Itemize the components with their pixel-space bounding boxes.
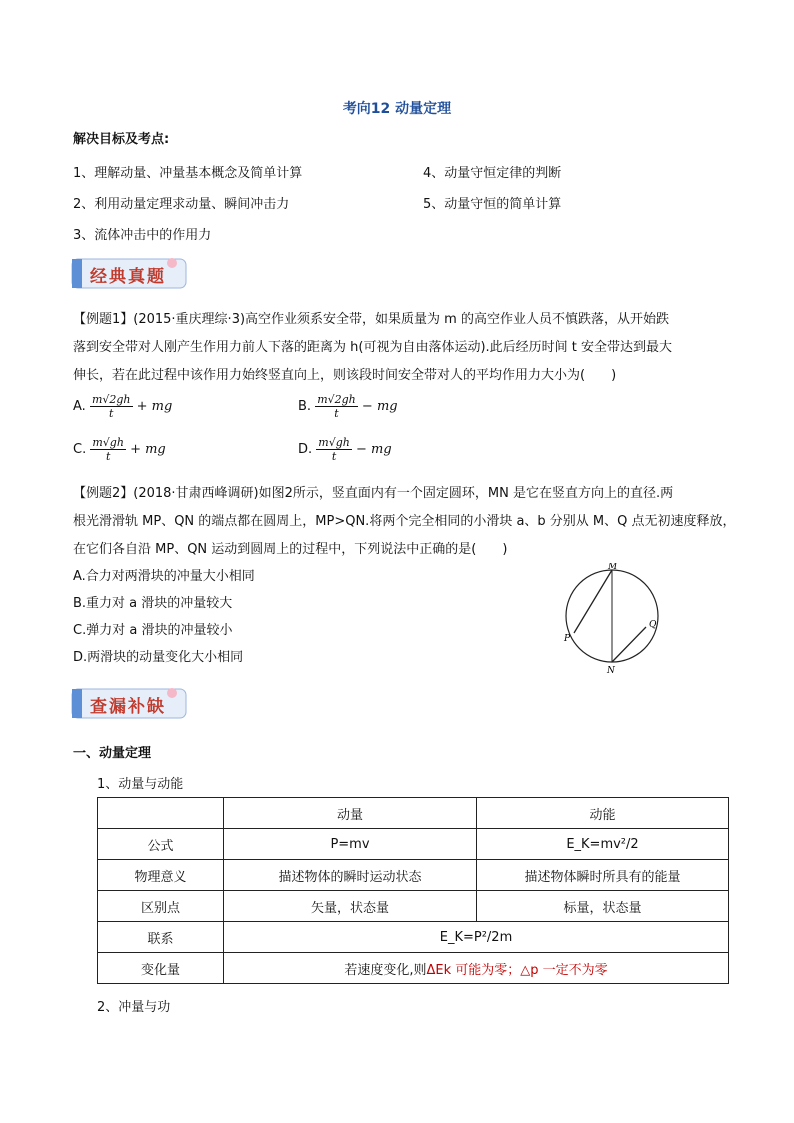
table-cell xyxy=(224,953,729,984)
example2-line2: 根光滑滑轨 MP、QN 的端点都在圆周上，MP>QN.将两个完全相同的小滑块 a、b 分别从 M、Q 点无初速度释放， xyxy=(73,514,736,529)
table-cell: P=mv xyxy=(224,829,477,860)
table-cell: E_K=P²/2m xyxy=(224,922,729,953)
example2-option-a: A.合力对两滑块的冲量大小相同 xyxy=(73,569,255,584)
example1-text xyxy=(73,306,672,390)
example1-line1: 【例题1】(2015·重庆理综·3)高空作业须系安全带，如果质量为 m 的高空作业人员不慎跌落，从开始跌 xyxy=(73,312,669,327)
numerator: m√2gh xyxy=(91,393,131,406)
label-m: M xyxy=(608,563,618,572)
row-label: 物理意义 xyxy=(98,860,224,891)
example2-line1: 【例题2】(2018·甘肃西峰调研)如图2所示，竖直面内有一个固定圆环，MN 是它在竖直方向上的直径.两 xyxy=(73,486,674,501)
momentum-energy-table xyxy=(97,797,729,984)
banner-classic-questions xyxy=(70,256,190,294)
table-row xyxy=(98,829,729,860)
denominator: t xyxy=(334,407,339,420)
row-label: 联系 xyxy=(98,922,224,953)
change-text: 若速度变化,则 xyxy=(344,962,427,978)
page-title: 考向12 动量定理 xyxy=(342,101,452,117)
option-label: B. xyxy=(298,399,312,414)
goal-2: 2、利用动量定理求动量、瞬间冲击力 xyxy=(73,197,290,212)
table-header: 动能 xyxy=(477,798,729,829)
goal-3: 3、流体冲击中的作用力 xyxy=(73,228,212,243)
label-n: N xyxy=(607,666,615,673)
row-label: 区别点 xyxy=(98,891,224,922)
example2-option-d: D.两滑块的动量变化大小相同 xyxy=(73,650,244,665)
example1-option-c xyxy=(73,436,166,463)
fraction xyxy=(90,393,133,420)
fraction xyxy=(90,436,126,463)
example1-option-a xyxy=(73,393,172,420)
table-cell: 描述物体瞬时所具有的能量 xyxy=(477,860,729,891)
example1-line3: 伸长，若在此过程中该作用力始终竖直向上，则该段时间安全带对人的平均作用力大小为( ) xyxy=(73,368,617,383)
example1-option-b xyxy=(298,393,398,420)
subsection-heading-2: 2、冲量与功 xyxy=(97,1000,171,1015)
table-cell xyxy=(98,798,224,829)
row-label: 公式 xyxy=(98,829,224,860)
table-row xyxy=(98,798,729,829)
table-row xyxy=(98,922,729,953)
table-row xyxy=(98,891,729,922)
table-header: 动量 xyxy=(224,798,477,829)
denominator: t xyxy=(109,407,114,420)
change-highlight: ΔEk 可能为零；△p 一定不为零 xyxy=(426,962,608,978)
example1-option-d xyxy=(298,436,392,463)
example2-line3: 在它们各自沿 MP、QN 运动到圆周上的过程中，下列说法中正确的是( ) xyxy=(73,542,508,557)
label-q: Q xyxy=(649,620,657,630)
banner-fill-gaps xyxy=(70,686,190,724)
goals-heading: 解决目标及考点: xyxy=(73,132,170,147)
option-label: A. xyxy=(73,399,86,414)
fraction xyxy=(315,393,358,420)
table-row xyxy=(98,860,729,891)
example2-option-b: B.重力对 a 滑块的冲量较大 xyxy=(73,596,233,611)
option-label: C. xyxy=(73,442,87,457)
label-p: P xyxy=(564,634,571,644)
subsection-heading: 1、动量与动能 xyxy=(97,777,184,792)
table-cell: 标量，状态量 xyxy=(477,891,729,922)
numerator: m√2gh xyxy=(317,393,356,406)
goal-4: 4、动量守恒定律的判断 xyxy=(423,166,562,181)
table-row xyxy=(98,953,729,984)
banner-title: 经典真题 xyxy=(90,267,166,287)
rail-mp xyxy=(574,570,612,633)
goal-1: 1、理解动量、冲量基本概念及简单计算 xyxy=(73,166,303,181)
term: + mg xyxy=(130,442,166,457)
example1-line2: 落到安全带对人刚产生作用力前人下落的距离为 h(可视为自由落体运动).此后经历时间 t 安全带达到最大 xyxy=(73,340,673,355)
denominator: t xyxy=(331,450,337,463)
numerator: m√gh xyxy=(92,436,124,449)
goal-5: 5、动量守恒的简单计算 xyxy=(423,197,562,212)
denominator: t xyxy=(105,450,111,463)
row-label: 变化量 xyxy=(98,953,224,984)
example2-option-c: C.弹力对 a 滑块的冲量较小 xyxy=(73,623,233,638)
table-cell: 描述物体的瞬时运动状态 xyxy=(224,860,477,891)
term: + mg xyxy=(136,399,173,414)
table-cell: 矢量，状态量 xyxy=(224,891,477,922)
term: − mg xyxy=(356,442,392,457)
section-heading: 一、动量定理 xyxy=(73,746,152,761)
numerator: m√gh xyxy=(318,436,350,449)
banner-title: 查漏补缺 xyxy=(90,697,166,717)
option-label: D. xyxy=(298,442,313,457)
example2-text xyxy=(73,480,736,564)
circle-figure xyxy=(560,563,670,673)
table-cell: E_K=mv²/2 xyxy=(477,829,729,860)
fraction xyxy=(316,436,352,463)
rail-qn xyxy=(612,627,646,662)
term: − mg xyxy=(361,399,398,414)
